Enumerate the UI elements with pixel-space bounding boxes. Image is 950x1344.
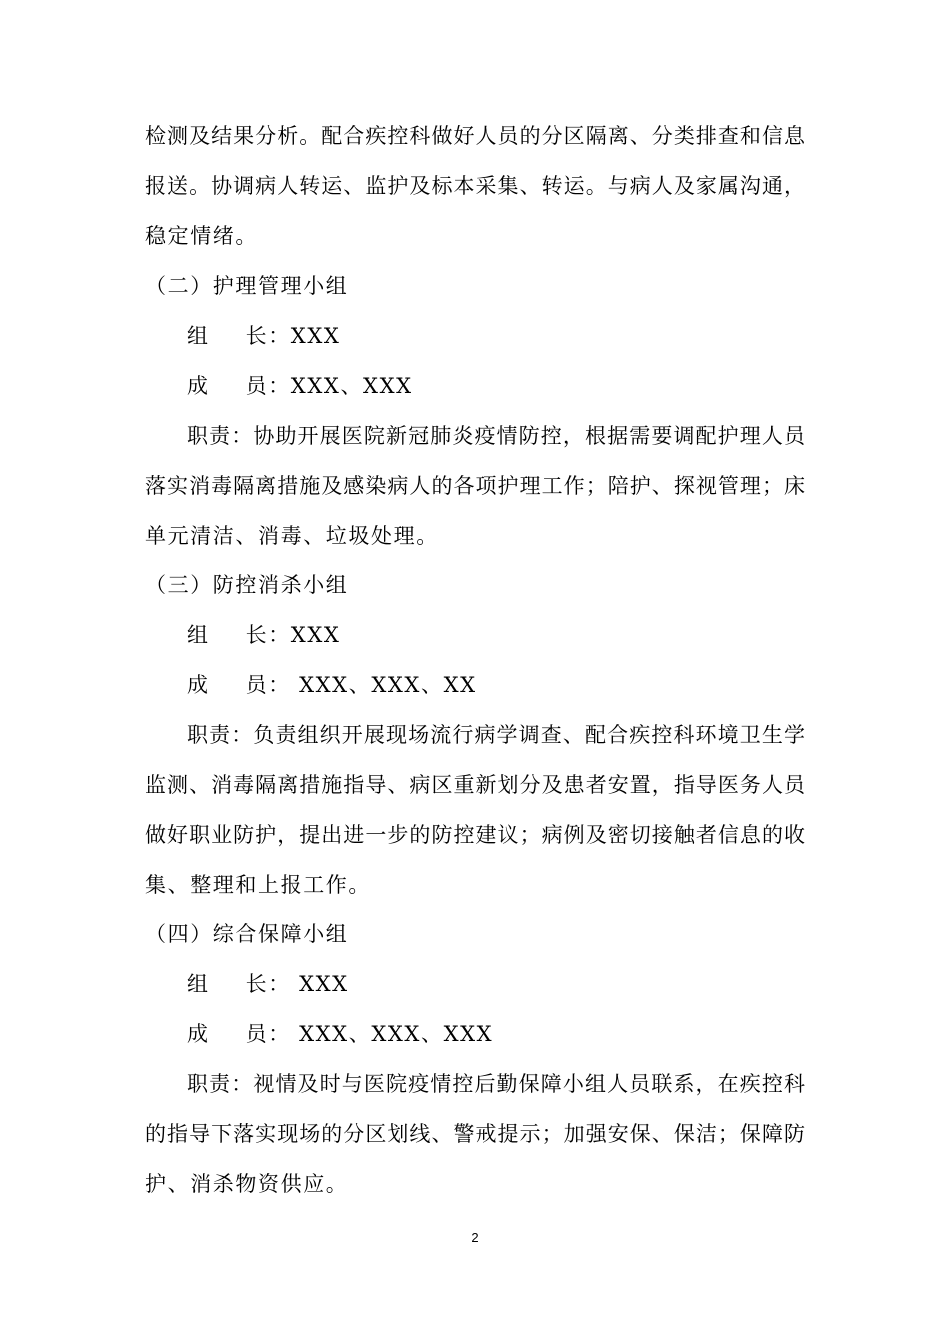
label-value: 长： XXX [245,972,349,996]
duty-line: 落实消毒隔离措施及感染病人的各项护理工作；陪护、探视管理；床 [145,474,805,498]
duty-line: 的指导下落实现场的分区划线、警戒提示；加强安保、保洁；保障防 [145,1122,805,1146]
duty-line: 护、消杀物资供应。 [145,1172,349,1196]
section-heading-nursing: （二）护理管理小组 [145,274,349,298]
group-member-line [187,372,413,400]
label-value: 员：XXX、XXX [245,374,413,398]
duty-line: 职责：视情及时与医院疫情控后勤保障小组人员联系，在疾控科 [187,1072,805,1096]
group-leader-line [187,621,340,649]
label-value: 员： XXX、XXX、XX [245,673,477,697]
label-part: 组 [187,324,210,348]
label-value: 长：XXX [245,324,341,348]
label-part: 组 [187,972,210,996]
label-part: 成 [187,1022,210,1046]
duty-line: 单元清洁、消毒、垃圾处理。 [145,524,439,548]
label-value: 长：XXX [245,623,341,647]
paragraph-line: 报送。协调病人转运、监护及标本采集、转运。与病人及家属沟通， [145,174,805,198]
duty-line: 职责：协助开展医院新冠肺炎疫情防控，根据需要调配护理人员 [187,424,805,448]
duty-line: 做好职业防护，提出进一步的防控建议；病例及密切接触者信息的收 [145,823,805,847]
duty-line: 职责：负责组织开展现场流行病学调查、配合疾控科环境卫生学 [187,723,805,747]
duty-line: 集、整理和上报工作。 [145,873,371,897]
label-part: 成 [187,374,210,398]
group-member-line [187,671,477,699]
group-member-line [187,1020,493,1048]
label-part: 成 [187,673,210,697]
paragraph-line: 检测及结果分析。配合疾控科做好人员的分区隔离、分类排查和信息 [145,124,805,148]
section-heading-support: （四）综合保障小组 [145,922,349,946]
label-value: 员： XXX、XXX、XXX [245,1022,494,1046]
page-number: 2 [471,1230,479,1245]
label-part: 组 [187,623,210,647]
section-heading-disinfection: （三）防控消杀小组 [145,573,349,597]
paragraph-line: 稳定情绪。 [145,224,258,248]
duty-line: 监测、消毒隔离措施指导、病区重新划分及患者安置，指导医务人员 [145,773,805,797]
group-leader-line [187,970,349,998]
group-leader-line [187,322,340,350]
